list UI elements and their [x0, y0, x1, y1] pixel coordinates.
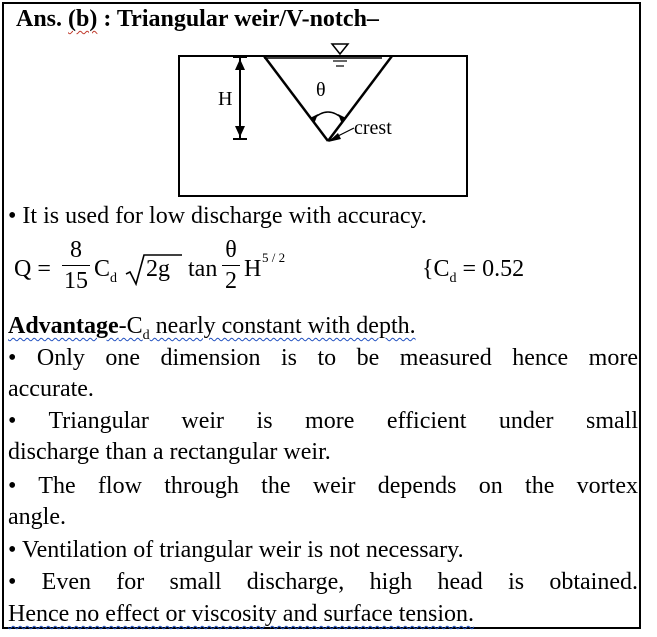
point-1-line-a: • Only one dimension is to be measured hence more	[8, 345, 638, 371]
formula-H-exponent: 5 / 2	[262, 250, 286, 265]
point-5-line-a: • Even for small discharge, high head is obtained.	[8, 569, 638, 595]
v-notch-diagram	[178, 38, 468, 198]
point-2-line-b: discharge than a rectangular weir.	[8, 439, 331, 465]
formula-frac-num: 8	[70, 237, 82, 263]
cd-value: {$C_d = 0.52$	[422, 256, 525, 286]
weir-plate	[179, 56, 467, 196]
height-label: H	[218, 88, 233, 110]
theta-fraction	[222, 236, 240, 295]
advantage-heading: Advantage	[8, 313, 119, 339]
crest-label: crest	[354, 117, 392, 139]
title-prefix: Ans.	[16, 6, 69, 32]
formula-tan: tan	[188, 256, 218, 282]
point-5-line-b: Hence no effect or viscosity and surface tension.	[8, 601, 475, 627]
title-rest: : Triangular weir/V-notch–	[97, 6, 379, 32]
angle-arc-arrow-right	[338, 114, 346, 124]
formula-lhs: Q =	[14, 256, 51, 282]
point-3-line-b: angle.	[8, 504, 66, 530]
formula-cd: $C_d$	[94, 256, 118, 286]
angle-label: θ	[316, 79, 326, 101]
point-2-line-a: • Triangular weir is more efficient under small	[8, 408, 638, 434]
angle-arc-arrow-left	[310, 114, 318, 124]
height-dimension-arrow	[233, 57, 247, 139]
used-for-line: • It is used for low discharge with accuracy.	[8, 203, 427, 229]
formula-H: H	[244, 256, 262, 282]
title-option: (b)	[68, 6, 98, 32]
formula-frac-den: 15	[64, 268, 88, 294]
discharge-formula	[14, 236, 614, 306]
sqrt-content: 2g	[146, 256, 170, 282]
theta-den: 2	[225, 268, 237, 294]
point-3-line-a: • The flow through the weir depends on the vortex	[8, 473, 638, 499]
advantage-line: Advantage-$C_d$ nearly constant with depth.	[8, 313, 416, 343]
formula-fraction	[62, 236, 90, 295]
point-4-line: • Ventilation of triangular weir is not necessary.	[8, 537, 464, 563]
answer-title	[16, 6, 379, 33]
point-1-line-b: accurate.	[8, 376, 94, 402]
theta-num: θ	[225, 237, 237, 263]
